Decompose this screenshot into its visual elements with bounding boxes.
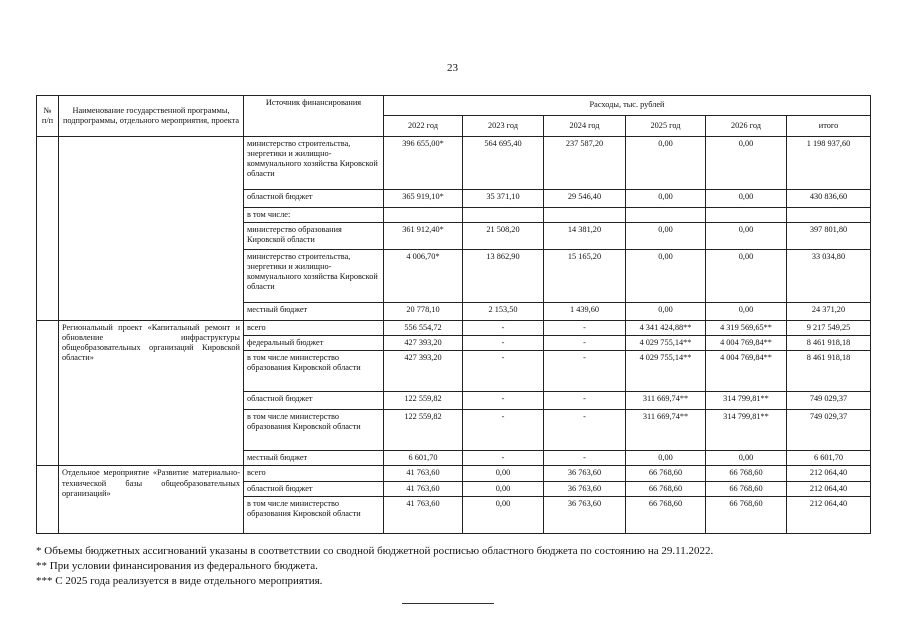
amount-cell: 564 695,40 — [463, 137, 544, 190]
funding-source-cell: областной бюджет — [244, 190, 384, 208]
amount-cell: 66 768,60 — [706, 466, 787, 481]
header-num: № п/п — [37, 96, 59, 137]
amount-cell: 0,00 — [706, 223, 787, 250]
header-year: 2023 год — [463, 116, 544, 137]
funding-source-cell: всего — [244, 466, 384, 481]
funding-source-cell: всего — [244, 321, 384, 336]
amount-cell: 0,00 — [626, 250, 706, 303]
page-number: 23 — [447, 62, 458, 74]
footnote: * Объемы бюджетных ассигнований указаны в соответствии со сводной бюджетной росписью областного бюджета по состоянию на 29.11.2022. — [36, 545, 714, 557]
amount-cell: 4 319 569,65** — [706, 321, 787, 336]
amount-cell — [384, 208, 463, 223]
header-source: Источник финансирования — [244, 96, 384, 137]
row-number-cell — [37, 321, 59, 466]
amount-cell: 0,00 — [626, 137, 706, 190]
header-name: Наименование государственной программы, подпрограммы, отдельного мероприятия, проекта — [59, 96, 244, 137]
amount-cell: 0,00 — [706, 303, 787, 321]
funding-source-cell: в том числе министерство образования Кировской области — [244, 351, 384, 392]
amount-cell: 556 554,72 — [384, 321, 463, 336]
amount-cell: 66 768,60 — [626, 466, 706, 481]
footnote: ** При условии финансирования из федерального бюджета. — [36, 560, 318, 572]
funding-source-cell: областной бюджет — [244, 392, 384, 410]
funding-source-cell: министерство образования Кировской области — [244, 223, 384, 250]
amount-cell: - — [544, 336, 626, 351]
amount-cell: 122 559,82 — [384, 392, 463, 410]
amount-cell: 20 778,10 — [384, 303, 463, 321]
total-cell: 33 034,80 — [787, 250, 871, 303]
amount-cell: 15 165,20 — [544, 250, 626, 303]
amount-cell: - — [463, 321, 544, 336]
total-cell: 9 217 549,25 — [787, 321, 871, 336]
amount-cell — [463, 208, 544, 223]
total-cell: 1 198 937,60 — [787, 137, 871, 190]
amount-cell: - — [544, 321, 626, 336]
total-cell — [787, 208, 871, 223]
funding-source-cell: местный бюджет — [244, 451, 384, 466]
funding-source-cell: в том числе: — [244, 208, 384, 223]
funding-source-cell: в том числе министерство образования Кировской области — [244, 496, 384, 533]
amount-cell: 66 768,60 — [626, 496, 706, 533]
footnotes — [36, 544, 876, 589]
total-cell: 6 601,70 — [787, 451, 871, 466]
amount-cell: 0,00 — [706, 137, 787, 190]
table-row — [37, 466, 871, 481]
amount-cell: - — [544, 410, 626, 451]
funding-source-cell: министерство строительства, энергетики и жилищно-коммунального хозяйства Кировской области — [244, 250, 384, 303]
total-cell: 8 461 918,18 — [787, 351, 871, 392]
amount-cell: 0,00 — [626, 190, 706, 208]
program-name-cell: Региональный проект «Капитальный ремонт и обновление инфраструктуры общеобразовательных организаций Кировской области» — [59, 321, 244, 466]
amount-cell: 41 763,60 — [384, 481, 463, 496]
amount-cell: 427 393,20 — [384, 351, 463, 392]
amount-cell: 36 763,60 — [544, 466, 626, 481]
program-name-cell: Отдельное мероприятие «Развитие материально-технической базы общеобразовательных организаций» — [59, 466, 244, 533]
header-year: 2025 год — [626, 116, 706, 137]
amount-cell: 6 601,70 — [384, 451, 463, 466]
total-cell: 212 064,40 — [787, 496, 871, 533]
header-year: 2026 год — [706, 116, 787, 137]
amount-cell: 396 655,00* — [384, 137, 463, 190]
amount-cell: 361 912,40* — [384, 223, 463, 250]
amount-cell: - — [463, 451, 544, 466]
amount-cell: 4 029 755,14** — [626, 336, 706, 351]
budget-table — [36, 95, 871, 534]
amount-cell: 0,00 — [626, 303, 706, 321]
total-cell: 749 029,37 — [787, 392, 871, 410]
amount-cell: 0,00 — [626, 451, 706, 466]
amount-cell: 0,00 — [463, 466, 544, 481]
amount-cell: 0,00 — [626, 223, 706, 250]
funding-source-cell: областной бюджет — [244, 481, 384, 496]
amount-cell — [626, 208, 706, 223]
amount-cell: 36 763,60 — [544, 481, 626, 496]
amount-cell: 36 763,60 — [544, 496, 626, 533]
amount-cell: 4 341 424,88** — [626, 321, 706, 336]
amount-cell: 4 004 769,84** — [706, 336, 787, 351]
amount-cell: 2 153,50 — [463, 303, 544, 321]
amount-cell: 13 862,90 — [463, 250, 544, 303]
header-year: 2024 год — [544, 116, 626, 137]
amount-cell: 0,00 — [463, 481, 544, 496]
total-cell: 8 461 918,18 — [787, 336, 871, 351]
amount-cell: 66 768,60 — [626, 481, 706, 496]
amount-cell: 237 587,20 — [544, 137, 626, 190]
amount-cell: 4 006,70* — [384, 250, 463, 303]
amount-cell: 35 371,10 — [463, 190, 544, 208]
header-year: 2022 год — [384, 116, 463, 137]
amount-cell: - — [463, 351, 544, 392]
amount-cell: - — [463, 410, 544, 451]
amount-cell — [706, 208, 787, 223]
amount-cell: 0,00 — [706, 451, 787, 466]
total-cell: 212 064,40 — [787, 481, 871, 496]
total-cell: 397 801,80 — [787, 223, 871, 250]
amount-cell: 1 439,60 — [544, 303, 626, 321]
table-row — [37, 137, 871, 190]
total-cell: 749 029,37 — [787, 410, 871, 451]
amount-cell: 66 768,60 — [706, 481, 787, 496]
divider — [402, 603, 494, 604]
amount-cell: 427 393,20 — [384, 336, 463, 351]
total-cell: 430 836,60 — [787, 190, 871, 208]
funding-source-cell: министерство строительства, энергетики и жилищно-коммунального хозяйства Кировской области — [244, 137, 384, 190]
amount-cell: 311 669,74** — [626, 392, 706, 410]
header-expenses: Расходы, тыс. рублей — [384, 96, 871, 116]
row-number-cell — [37, 137, 59, 321]
amount-cell: - — [544, 392, 626, 410]
footnote: *** С 2025 года реализуется в виде отдельного мероприятия. — [36, 575, 323, 587]
amount-cell: - — [463, 336, 544, 351]
amount-cell: 0,00 — [706, 250, 787, 303]
table-row — [37, 321, 871, 336]
amount-cell: - — [544, 351, 626, 392]
amount-cell: 314 799,81** — [706, 410, 787, 451]
funding-source-cell: в том числе министерство образования Кировской области — [244, 410, 384, 451]
program-name-cell — [59, 137, 244, 321]
table-body — [37, 137, 871, 534]
header-total: итого — [787, 116, 871, 137]
total-cell: 24 371,20 — [787, 303, 871, 321]
row-number-cell — [37, 466, 59, 533]
amount-cell: 66 768,60 — [706, 496, 787, 533]
amount-cell: 41 763,60 — [384, 496, 463, 533]
funding-source-cell: местный бюджет — [244, 303, 384, 321]
amount-cell: 14 381,20 — [544, 223, 626, 250]
amount-cell: 4 029 755,14** — [626, 351, 706, 392]
amount-cell: 365 919,10* — [384, 190, 463, 208]
amount-cell: - — [463, 392, 544, 410]
table-header-row — [37, 96, 871, 116]
amount-cell: 314 799,81** — [706, 392, 787, 410]
amount-cell: 311 669,74** — [626, 410, 706, 451]
amount-cell: 122 559,82 — [384, 410, 463, 451]
total-cell: 212 064,40 — [787, 466, 871, 481]
amount-cell: 21 508,20 — [463, 223, 544, 250]
amount-cell: 0,00 — [463, 496, 544, 533]
funding-source-cell: федеральный бюджет — [244, 336, 384, 351]
amount-cell — [544, 208, 626, 223]
amount-cell: 0,00 — [706, 190, 787, 208]
amount-cell: 29 546,40 — [544, 190, 626, 208]
amount-cell: 4 004 769,84** — [706, 351, 787, 392]
amount-cell: 41 763,60 — [384, 466, 463, 481]
amount-cell: - — [544, 451, 626, 466]
